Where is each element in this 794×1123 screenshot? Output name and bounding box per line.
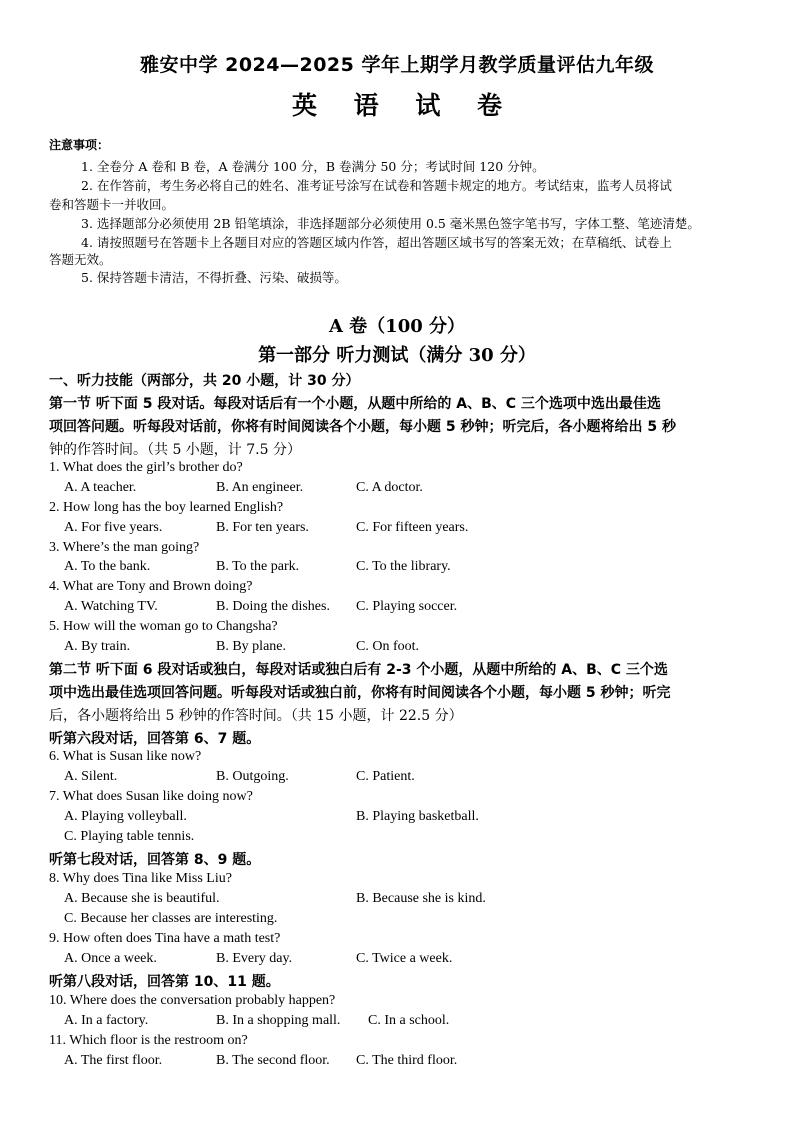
option-9b: B. Every day. <box>216 951 293 966</box>
option-1b: B. An engineer. <box>216 480 304 495</box>
option-1a: A. A teacher. <box>64 480 137 495</box>
option-5c: C. On foot. <box>356 639 419 654</box>
question-2: 2. How long has the boy learned English? <box>49 500 284 515</box>
dialog8-heading: 听第八段对话，回答第 10、11 题。 <box>49 974 280 990</box>
option-7b: B. Playing basketball. <box>356 809 479 824</box>
option-9a: A. Once a week. <box>64 951 157 966</box>
notice-item-1: 1. 全卷分 A 卷和 B 卷，A 卷满分 100 分，B 卷满分 50 分；考试时间 120 分钟。 <box>81 159 545 174</box>
option-8a: A. Because she is beautiful. <box>64 891 220 906</box>
dialog7-heading: 听第七段对话，回答第 8、9 题。 <box>49 852 261 868</box>
section1-instructions-line3: 钟的作答时间。（共 5 小题，计 7.5 分） <box>49 442 301 458</box>
option-4a: A. Watching TV. <box>64 599 158 614</box>
option-4b: B. Doing the dishes. <box>216 599 330 614</box>
option-3c: C. To the library. <box>356 559 451 574</box>
option-9c: C. Twice a week. <box>356 951 453 966</box>
exam-title: 雅安中学 2024—2025 学年上期学月教学质量评估九年级 <box>140 54 654 76</box>
option-8b: B. Because she is kind. <box>356 891 486 906</box>
option-6c: C. Patient. <box>356 769 415 784</box>
part1-title: 第一部分 听力测试（满分 30 分） <box>258 345 536 366</box>
notice-item-5: 5. 保持答题卡清洁，不得折叠、污染、破损等。 <box>81 270 347 285</box>
option-1c: C. A doctor. <box>356 480 423 495</box>
option-2c: C. For fifteen years. <box>356 520 469 535</box>
option-10b: B. In a shopping mall. <box>216 1013 341 1028</box>
option-2b: B. For ten years. <box>216 520 309 535</box>
section1-instructions-line1: 第一节 听下面 5 段对话。每段对话后有一个小题，从题中所给的 A、B、C 三个选项中选出最佳选 <box>49 396 661 412</box>
section2-instructions-line2: 项中选出最佳选项回答问题。听每段对话或独白前，你将有时间阅读各个小题，每小题 5 秒钟；听完 <box>49 685 671 701</box>
question-6: 6. What is Susan like now? <box>49 749 202 764</box>
option-2a: A. For five years. <box>64 520 163 535</box>
option-3b: B. To the park. <box>216 559 300 574</box>
notice-item-3: 3. 选择题部分必须使用 2B 铅笔填涂，非选择题部分必须使用 0.5 毫米黑色签字笔书写，字体工整、笔迹清楚。 <box>81 216 700 231</box>
section2-instructions-line3: 后，各小题将给出 5 秒钟的作答时间。（共 15 小题，计 22.5 分） <box>49 708 463 724</box>
question-4: 4. What are Tony and Brown doing? <box>49 579 253 594</box>
option-3a: A. To the bank. <box>64 559 151 574</box>
question-5: 5. How will the woman go to Changsha? <box>49 619 278 634</box>
option-10c: C. In a school. <box>368 1013 450 1028</box>
section2-instructions-line1: 第二节 听下面 6 段对话或独白，每段对话或独白后有 2-3 个小题，从题中所给的 A、B、C 三个选 <box>49 662 668 678</box>
option-6b: B. Outgoing. <box>216 769 289 784</box>
option-5a: A. By train. <box>64 639 131 654</box>
section1-instructions-line2: 项回答问题。听每段对话前，你将有时间阅读各个小题，每小题 5 秒钟；听完后，各小题将给出 5 秒 <box>49 419 676 435</box>
question-3: 3. Where’s the man going? <box>49 540 200 555</box>
notice-item-4: 4. 请按照题号在答题卡上各题目对应的答题区域内作答，超出答题区域书写的答案无效；在草稿纸、试卷上 <box>81 235 672 250</box>
listening-heading: 一、听力技能（两部分，共 20 小题，计 30 分） <box>49 373 360 389</box>
question-7: 7. What does Susan like doing now? <box>49 789 253 804</box>
question-9: 9. How often does Tina have a math test? <box>49 931 281 946</box>
option-5b: B. By plane. <box>216 639 286 654</box>
notice-heading: 注意事项： <box>49 138 110 152</box>
option-6a: A. Silent. <box>64 769 118 784</box>
option-10a: A. In a factory. <box>64 1013 149 1028</box>
subject-title: 英 语 试 卷 <box>291 91 517 120</box>
question-8: 8. Why does Tina like Miss Liu? <box>49 871 232 886</box>
option-11b: B. The second floor. <box>216 1053 330 1068</box>
question-11: 11. Which floor is the restroom on? <box>49 1033 248 1048</box>
notice-item-2: 2. 在作答前，考生务必将自己的姓名、准考证号涂写在试卷和答题卡规定的地方。考试结束，监考人员将试 <box>81 178 672 193</box>
option-7c: C. Playing table tennis. <box>64 829 195 844</box>
option-8c: C. Because her classes are interesting. <box>64 911 278 926</box>
option-7a: A. Playing volleyball. <box>64 809 187 824</box>
notice-item-4-cont: 答题无效。 <box>49 252 112 267</box>
option-11c: C. The third floor. <box>356 1053 458 1068</box>
option-11a: A. The first floor. <box>64 1053 163 1068</box>
dialog6-heading: 听第六段对话，回答第 6、7 题。 <box>49 731 261 747</box>
question-10: 10. Where does the conversation probably happen? <box>49 993 336 1008</box>
section-a-title: A 卷（100 分） <box>328 316 466 337</box>
question-1: 1. What does the girl’s brother do? <box>49 460 243 475</box>
notice-item-2-cont: 卷和答题卡一并收回。 <box>49 197 175 212</box>
option-4c: C. Playing soccer. <box>356 599 458 614</box>
